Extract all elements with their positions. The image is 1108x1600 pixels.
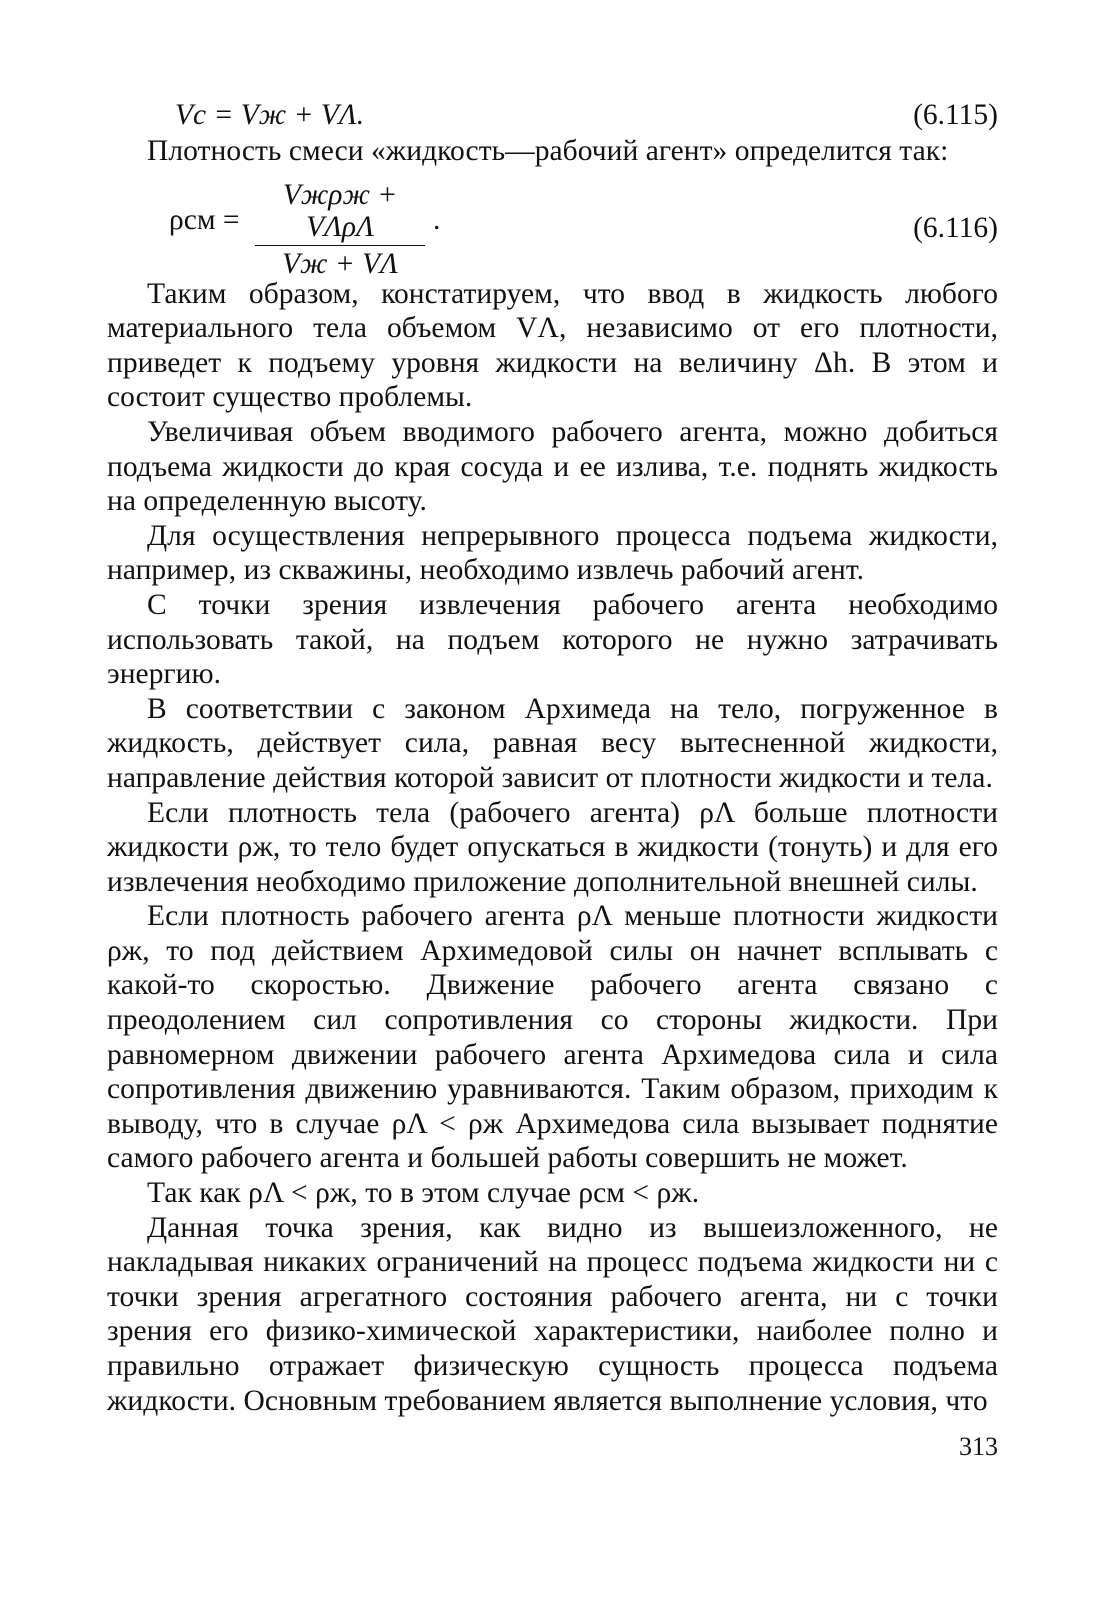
paragraph-3: Для осуществления непрерывного процесса подъема жидкости, например, из скважины, необходимо извлечь рабочий агент. (107, 519, 998, 587)
equation-dot: . (433, 203, 441, 236)
equation-6-115 (107, 98, 998, 134)
equation-number: (6.116) (913, 211, 998, 244)
paragraph-5: В соответствии с законом Архимеда на тело, погруженное в жидкость, действует сила, равная весу вытесненной жидкости, направление действия которой зависит от плотности жидкости и тела. (107, 692, 998, 794)
fraction (255, 179, 425, 281)
paragraph-1: Таким образом, констатируем, что ввод в жидкость любого материального тела объемом VΛ, независимо от его плотности, приведет к подъему уровня жидкости на величину Δh. В этом и состоит существо проблемы. (107, 277, 998, 414)
fraction-numerator: Vжρж + VΛρΛ (282, 178, 398, 243)
paragraph-9: Данная точка зрения, как видно из вышеизложенного, не накладывая никаких ограничений на процесс подъема жидкости ни с точки зрения агрегатного состояния рабочего агента, ни с точки зрения его физико-химической характеристики, наиболее полно и правильно отражает физическую сущность процесса подъема жидкости. Основным требованием является выполнение условия, что (107, 1211, 998, 1417)
equation-formula: Vс = Vж + VΛ. (175, 99, 365, 131)
paragraph-6: Если плотность тела (рабочего агента) ρΛ больше плотности жидкости ρж, то тело будет опускаться в жидкости (тонуть) и для его извлечения необходимо приложение дополнительной внешней силы. (107, 796, 998, 898)
page-number: 313 (959, 1432, 998, 1461)
paragraph-8: Так как ρΛ < ρж, то в этом случае ρсм < ρж. (147, 1177, 700, 1210)
equation-6-116 (107, 173, 998, 281)
paragraph-2: Увеличивая объем вводимого рабочего агента, можно добиться подъема жидкости до края сосуда и ее излива, т.е. поднять жидкость на определенную высоту. (107, 415, 998, 518)
paragraph-7: Если плотность рабочего агента ρΛ меньше плотности жидкости ρж, то под действием Архимедовой силы он начнет всплывать с какой-то скоростью. Движение рабочего агента связано с преодолением сил сопротивления со стороны жидкости. При равномерном движении рабочего агента Архимедова сила и сила сопротивления движению уравниваются. Таким образом, приходим к выводу, что в случае ρΛ < ρж Архимедова сила вызывает поднятие самого рабочего агента и большей работы совершить не может. (107, 900, 998, 1175)
equation-number: (6.115) (913, 99, 998, 131)
paragraph-4: С точки зрения извлечения рабочего агента необходимо использовать такой, на подъем которого не нужно затрачивать энергию. (107, 588, 998, 691)
fraction-denominator: Vж + VΛ (282, 248, 398, 281)
intro-line: Плотность смеси «жидкость—рабочий агент» определится так: (147, 135, 949, 167)
fraction-bar (255, 245, 425, 247)
equation-lhs: ρсм = (169, 203, 240, 236)
